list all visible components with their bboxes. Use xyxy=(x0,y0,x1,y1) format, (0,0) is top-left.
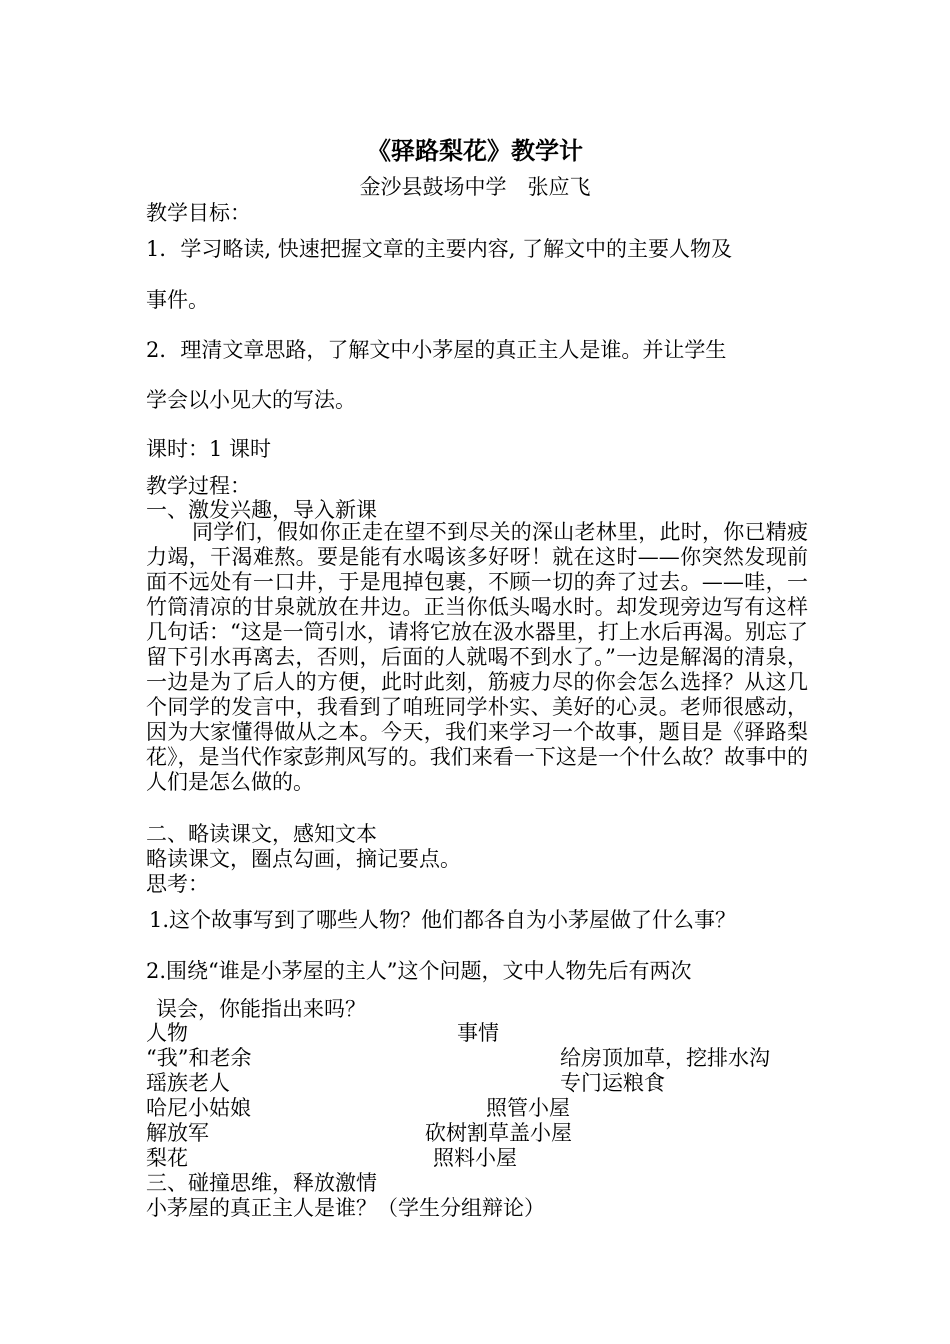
objective-2-line-2: 学会以小见大的写法。 xyxy=(146,388,356,412)
objectives-heading: 教学目标： xyxy=(146,201,251,225)
table-row-person: “我”和老余 xyxy=(146,1046,252,1070)
section-1-heading: 一、激发兴趣，导入新课 xyxy=(146,498,377,522)
objective-2-line-1: 2．理清文章思路，了解文中小茅屋的真正主人是谁。并让学生 xyxy=(146,338,727,362)
table-row-event: 砍树割草盖小屋 xyxy=(425,1121,572,1145)
table-header-event: 事情 xyxy=(457,1021,499,1045)
objective-1-line-1: 1．学习略读, 快速把握文章的主要内容, 了解文中的主要人物及 xyxy=(146,237,733,261)
section-2-heading: 二、略读课文，感知文本 xyxy=(146,822,377,846)
objective-1-line-2: 事件。 xyxy=(146,288,209,312)
process-heading: 教学过程： xyxy=(146,474,251,498)
think-heading: 思考： xyxy=(146,872,209,896)
table-row-event: 照管小屋 xyxy=(486,1096,570,1120)
table-header-person: 人物 xyxy=(146,1021,188,1045)
class-hours: 课时：1 课时 xyxy=(146,437,272,461)
section-3-heading: 三、碰撞思维，释放激情 xyxy=(146,1171,377,1195)
section-2-instruction: 略读课文，圈点勾画，摘记要点。 xyxy=(146,847,461,871)
author-line: 金沙县鼓场中学 张应飞 xyxy=(359,175,591,199)
question-2-line-2: 误会，你能指出来吗？ xyxy=(156,997,366,1021)
table-row-person: 瑶族老人 xyxy=(146,1071,230,1095)
document-title: 《驿路梨花》教学计 xyxy=(367,136,583,165)
table-row-person: 解放军 xyxy=(146,1121,209,1145)
question-1: 1.这个故事写到了哪些人物？他们都各自为小茅屋做了什么事？ xyxy=(149,908,737,932)
table-row-event: 专门运粮食 xyxy=(560,1071,665,1095)
table-row-event: 照料小屋 xyxy=(433,1146,517,1170)
section-1-paragraph: 同学们，假如你正走在望不到尽关的深山老林里，此时，你已精疲力竭，干渴难熬。要是能有水喝该多好呀！就在这时——你突然发现前面不远处有一口井，于是甩掉包裹，不顾一切的奔了过去。——哇，一竹筒清凉的甘泉就放在井边。正当你低头喝水时。却发现旁边写有这样几句话：“这是一筒引水，请将它放在汲水器里，打上水后再渴。别忘了留下引水再离去，否则，后面的人就喝不到水了。”一边是解渴的清泉，一边是为了后人的方便，此时此刻，筋疲力尽的你会怎么选择？从这几个同学的发言中，我看到了咱班同学朴实、美好的心灵。老师很感动，因为大家懂得做从之本。今天，我们来学习一个故事，题目是《驿路梨花》，是当代作家彭荆风写的。我们来看一下这是一个什么故？故事中的人们是怎么做的。 xyxy=(146,520,808,794)
table-row-person: 梨花 xyxy=(146,1146,188,1170)
table-row-event: 给房顶加草，挖排水沟 xyxy=(560,1046,770,1070)
question-2-line-1: 2.围绕“谁是小茅屋的主人”这个问题，文中人物先后有两次 xyxy=(146,959,692,983)
table-row-person: 哈尼小姑娘 xyxy=(146,1096,251,1120)
section-3-question: 小茅屋的真正主人是谁？（学生分组辩论） xyxy=(146,1196,545,1220)
